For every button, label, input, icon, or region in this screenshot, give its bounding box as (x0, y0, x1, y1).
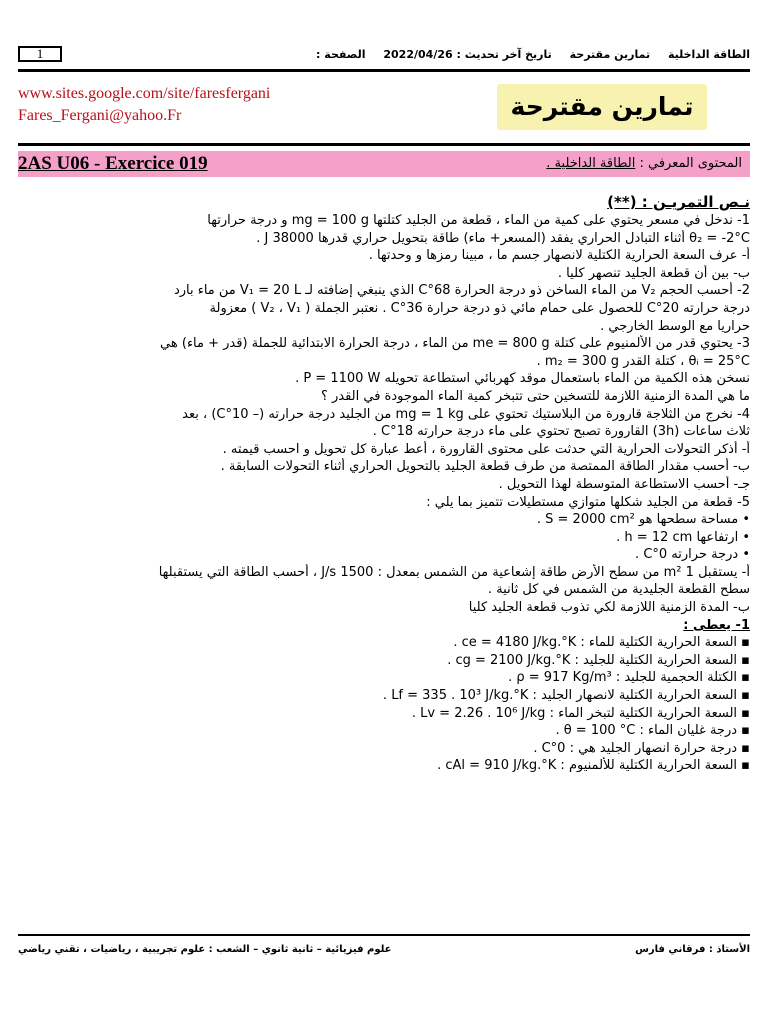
text-line: ما هي المدة الزمنية اللازمة للتسخين حتى تتبخر كمية الماء الموجودة في القدر ؟ (320, 388, 750, 404)
title-rule (18, 143, 750, 146)
footer-teacher: الأستاذ : فرقاني فارس (635, 944, 750, 955)
header-page-label: الصفحة : (316, 48, 366, 61)
given-item: ▪ السعة الحرارية الكتلية لانصهار الجليد : L‎f = 335 . 10³ J/kg.°K . (18, 687, 750, 705)
text-line: سطح القطعة الجليدية من الشمس في كل ثانية . (487, 582, 750, 598)
text-line: حراريا مع الوسط الخارجي . (600, 318, 750, 334)
text-line: أ- يستقبل 1 m² من سطح الأرض طاقة إشعاعية من الشمس بمعدل : 1500 J/s ، أحسب الطاقة التي يستقبلها (158, 564, 750, 580)
text-line: أ- عرف السعة الحرارية الكتلية لانصهار جسم ما ، مبينا رمزها و وحدتها . (368, 248, 750, 264)
exercise-id: 2AS U06 - Exercice 019 (18, 153, 208, 174)
text-line: 5- قطعة من الجليد شكلها متوازي مستطيلات تتميز بما يلي : (426, 494, 750, 510)
text-line: θ₂ = -2°C أثناء التبادل الحراري يفقد (المسعر+ ماء) طاقة بتحويل حراري قدرها J 38000 . (256, 230, 750, 246)
text-line: 2- أحسب الحجم V₂ من الماء الساخن ذو درجة الحرارة 68°C الذي ينبغي إضافته لـ V₁ = 20 L من ماء بارد (173, 283, 750, 299)
content-value: الطاقة الداخلية . (546, 156, 636, 171)
header-topic: الطاقة الداخلية (667, 48, 750, 61)
given-item: ▪ السعة الحرارية الكتلية للجليد : c‎g = 2100 J/kg.°K . (18, 652, 750, 670)
text-line: 4- نخرج من الثلاجة قارورة من البلاستيك تحتوي على m‎g = 1 kg من الجليد درجة حرارته (– 10°C) ، بعد (182, 406, 750, 422)
text-line: درجة حرارته 20°C للحصول على حمام مائي ذو درجة حرارة 36°C . نعتبر الجملة ( V₂ ، V₁ ) معزولة (209, 300, 750, 316)
page-title: تمارين مقترحة (497, 84, 707, 130)
text-line: ب- بين أن قطعة الجليد تنصهر كليا . (557, 265, 750, 281)
content-label: المحتوى المعرفي : (639, 156, 742, 171)
website-link[interactable]: www.sites.google.com/site/faresfergani (18, 85, 271, 102)
text-line: 3- يحتوي قدر من الألمنيوم على كتلة m‎e = 800 g من الماء ، درجة الحرارة الابتدائية للجملة (قدر + ماء) هي (160, 336, 750, 352)
text-line: ب- المدة الزمنية اللازمة لكي تذوب قطعة الجليد كليا (468, 600, 750, 616)
given-item: ▪ السعة الحرارية الكتلية للماء : c‎e = 4180 J/kg.°K . (18, 634, 750, 652)
content-topic (546, 155, 742, 173)
text-line: ب- أحسب مقدار الطاقة الممتصة من طرف قطعة الجليد بالتحويل الحراري أثناء التحولات السابقة . (220, 459, 750, 475)
given-item: ▪ درجة غليان الماء : θ = 100 °C . (18, 722, 750, 740)
exercise-bar (18, 151, 750, 177)
given-title: 1- يعطى : (683, 617, 750, 633)
text-line: • مساحة سطحها هو S = 2000 cm² . (536, 512, 750, 528)
text-line: جـ- أحسب الاستطاعة المتوسطة لهذا التحويل . (498, 476, 750, 492)
footer-course: علوم فيزيائية – ثانية ثانوي – الشعب : علوم تجريبية ، رياضيات ، تقني رياضي (18, 944, 392, 955)
given-item: ▪ السعة الحرارية الكتلية لتبخر الماء : L‎v = 2.26 . 10⁶ J/kg . (18, 705, 750, 723)
given-item: ▪ الكتلة الحجمية للجليد : ρ = 917 Kg/m³ . (18, 669, 750, 687)
footer-rule (18, 934, 750, 936)
text-line: ثلاث ساعات (3h) القارورة تصبح تحتوي على ماء درجة حرارته 18°C . (372, 424, 750, 440)
text-line: • ارتفاعها h = 12 cm . (616, 529, 750, 545)
text-line: 1- ندخل في مسعر يحتوي على كمية من الماء ، قطعة من الجليد كتلتها m‎g = 100 g و درجة حرارتها (207, 213, 750, 228)
header-type: تمارين مقترحة (569, 48, 651, 61)
contact-info (18, 83, 378, 127)
text-line: نسخن هذه الكمية من الماء باستعمال موقد كهربائي استطاعة تحويله P = 1100 W . (295, 371, 750, 387)
email-link[interactable]: Fares_Fergani@yahoo.Fr (18, 107, 182, 124)
given-item: ▪ السعة الحرارية الكتلية للألمنيوم : c‎Al = 910 J/kg.°K . (18, 757, 750, 775)
document-footer (18, 940, 750, 960)
text-line: θᵢ = 25°C ، كتلة القدر m₂ = 300 g . (536, 353, 750, 369)
section-title: نـص التمريـن : (**) (607, 193, 750, 211)
text-line: • درجة حرارته 0°C . (635, 547, 750, 563)
given-item: ▪ درجة حرارة انصهار الجليد هي : 0°C . (18, 740, 750, 758)
text-line: أ- أذكر التحولات الحرارية التي حدثت على محتوى القارورة ، أعط عبارة كل تحويل و احسب قيمته . (222, 441, 750, 457)
header-update-date: تاريخ آخر تحديث : 2022/04/26 (383, 48, 552, 61)
page-number: 1 (18, 46, 62, 62)
exercise-body (18, 192, 750, 775)
header-rule (18, 69, 750, 72)
document-header (70, 45, 750, 65)
